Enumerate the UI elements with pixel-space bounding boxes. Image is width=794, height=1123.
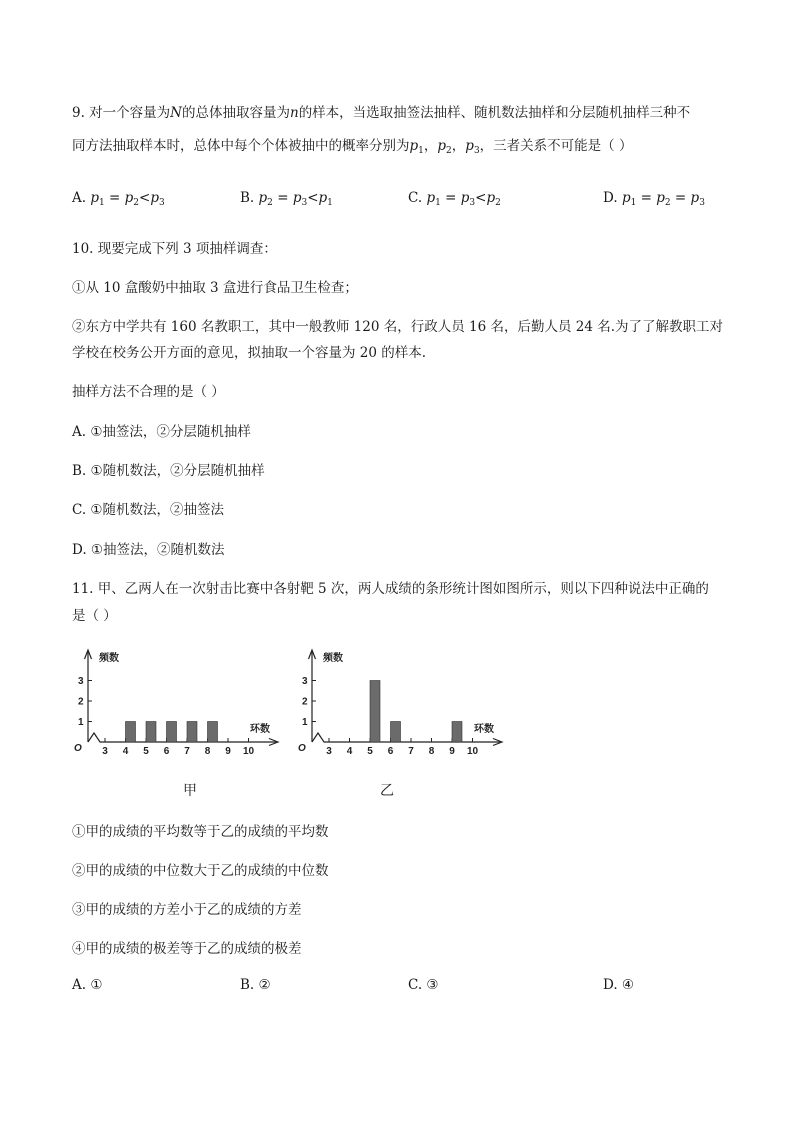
subscript: 1 bbox=[630, 198, 637, 208]
y-axis-label: 频数 bbox=[323, 653, 343, 664]
option-letter: A. bbox=[72, 190, 87, 206]
p3-subscript: 3 bbox=[473, 146, 480, 156]
q9-option-a[interactable] bbox=[72, 190, 165, 208]
y-tick-label: 2 bbox=[78, 696, 84, 708]
p-symbol: p bbox=[258, 190, 268, 206]
q9-suffix: 的样本，当选取抽签法抽样、随机数法抽样和分层随机抽样三种不 bbox=[298, 105, 691, 121]
y-tick-label: 1 bbox=[302, 717, 308, 728]
bar bbox=[452, 722, 462, 743]
q11-option-d[interactable]: D. ④ bbox=[603, 977, 635, 993]
p-symbol: p bbox=[292, 190, 302, 206]
bar bbox=[146, 722, 156, 743]
q9-option-d[interactable] bbox=[603, 190, 705, 208]
q10-option-a[interactable]: A. ①抽签法，②分层随机抽样 bbox=[72, 424, 251, 440]
q9-mid: 的总体抽取容量为 bbox=[181, 105, 290, 121]
q10-item-1: ①从 10 盒酸奶中抽取 3 盒进行食品卫生检查； bbox=[72, 280, 358, 296]
bar bbox=[370, 681, 380, 743]
x-tick-label: 5 bbox=[143, 746, 149, 757]
bar bbox=[167, 722, 177, 743]
x-axis bbox=[88, 733, 276, 742]
x-axis bbox=[312, 733, 500, 742]
p-symbol: p bbox=[656, 190, 665, 206]
q11-statement-1: ①甲的成绩的平均数等于乙的成绩的平均数 bbox=[72, 824, 329, 840]
chart-jia-svg bbox=[66, 640, 286, 760]
origin-label: O bbox=[298, 743, 306, 754]
q11-option-b[interactable]: B. ② bbox=[240, 977, 271, 993]
q9-line2-suffix: ，三者关系不可能是（ ） bbox=[479, 138, 633, 154]
operator: < bbox=[475, 190, 487, 206]
p1-subscript: 1 bbox=[418, 146, 424, 156]
p-symbol: p bbox=[124, 190, 134, 206]
subscript: 3 bbox=[159, 198, 165, 208]
bar bbox=[391, 722, 401, 743]
x-tick-label: 8 bbox=[204, 746, 211, 757]
var-N: N bbox=[170, 105, 182, 121]
operator: < bbox=[139, 190, 151, 206]
y-axis-label: 频数 bbox=[99, 653, 119, 664]
q10-item-2-line2: 学校在校务公开方面的意见，拟抽取一个容量为 20 的样本. bbox=[72, 345, 427, 361]
x-tick-label: 10 bbox=[466, 746, 479, 757]
x-tick-label: 3 bbox=[326, 746, 332, 757]
q9-stem-line1 bbox=[72, 101, 690, 121]
x-tick-label: 10 bbox=[242, 746, 255, 757]
y-tick-label: 2 bbox=[302, 696, 308, 708]
subscript: 2 bbox=[267, 198, 273, 208]
chart-yi bbox=[290, 640, 510, 764]
chart-yi-svg bbox=[290, 640, 510, 760]
q10-question: 抽样方法不合理的是（ ） bbox=[72, 384, 225, 400]
chart-jia bbox=[66, 640, 286, 764]
p2-subscript: 2 bbox=[446, 146, 452, 156]
p3-symbol: p bbox=[465, 138, 474, 154]
option-letter: B. bbox=[240, 190, 255, 206]
p-symbol: p bbox=[426, 190, 436, 206]
q11-statement-2: ②甲的成绩的中位数大于乙的成绩的中位数 bbox=[72, 863, 329, 879]
option-letter: D. bbox=[603, 190, 618, 206]
subscript: 3 bbox=[469, 198, 476, 208]
x-axis-label: 环数 bbox=[250, 724, 270, 735]
subscript: 1 bbox=[99, 198, 105, 208]
p-symbol: p bbox=[621, 190, 631, 206]
p-symbol: p bbox=[690, 190, 700, 206]
q11-stem-line2: 是（ ） bbox=[72, 608, 117, 624]
subscript: 3 bbox=[301, 198, 308, 208]
q9-prefix: 9. 对一个容量为 bbox=[72, 105, 171, 121]
operator: = bbox=[440, 190, 461, 206]
origin-label: O bbox=[74, 743, 82, 754]
y-tick-label: 3 bbox=[302, 676, 308, 687]
q9-line2-text: 同方法抽取样本时，总体中每个个体被抽中的概率分别为 bbox=[72, 138, 410, 154]
x-tick-label: 6 bbox=[163, 746, 170, 757]
q10-option-c[interactable]: C. ①随机数法，②抽签法 bbox=[72, 502, 225, 518]
bar bbox=[187, 722, 197, 743]
p2-symbol: p bbox=[437, 138, 447, 154]
y-tick-label: 3 bbox=[78, 676, 84, 687]
q11-statement-3: ③甲的成绩的方差小于乙的成绩的方差 bbox=[72, 902, 302, 918]
operator: = bbox=[670, 190, 691, 206]
q9-option-c[interactable] bbox=[408, 190, 501, 208]
x-tick-label: 8 bbox=[428, 746, 435, 757]
p-symbol: p bbox=[486, 190, 496, 206]
q9-stem-line2 bbox=[72, 134, 632, 156]
q11-statement-4: ④甲的成绩的极差等于乙的成绩的极差 bbox=[72, 941, 302, 957]
operator: < bbox=[307, 190, 319, 206]
sep1: ， bbox=[423, 138, 438, 154]
x-axis-label: 环数 bbox=[474, 724, 494, 735]
q10-option-d[interactable]: D. ①抽签法，②随机数法 bbox=[72, 542, 225, 558]
x-tick-label: 3 bbox=[102, 746, 108, 757]
x-tick-label: 9 bbox=[225, 746, 231, 757]
subscript: 3 bbox=[699, 198, 705, 208]
x-tick-label: 4 bbox=[346, 746, 353, 757]
q9-option-b[interactable] bbox=[240, 190, 333, 208]
y-tick-label: 1 bbox=[78, 717, 84, 728]
subscript: 1 bbox=[327, 198, 333, 208]
p-symbol: p bbox=[90, 190, 99, 206]
x-tick-label: 9 bbox=[449, 746, 455, 757]
q11-option-c[interactable]: C. ③ bbox=[408, 977, 439, 993]
chart-yi-caption: 乙 bbox=[380, 783, 394, 799]
p-symbol: p bbox=[460, 190, 470, 206]
operator: = bbox=[104, 190, 125, 206]
q10-stem: 10. 现要完成下列 3 项抽样调查： bbox=[72, 241, 277, 257]
x-tick-label: 6 bbox=[387, 746, 394, 757]
chart-jia-caption: 甲 bbox=[183, 783, 197, 799]
p-symbol: p bbox=[318, 190, 328, 206]
q10-item-2-line1: ②东方中学共有 160 名教职工，其中一般教师 120 名，行政人员 16 名，后勤人员 24 名.为了了解教职工对 bbox=[72, 319, 724, 335]
operator: = bbox=[636, 190, 657, 206]
q10-option-b[interactable]: B. ①随机数法，②分层随机抽样 bbox=[72, 463, 265, 479]
subscript: 1 bbox=[435, 198, 441, 208]
subscript: 2 bbox=[133, 198, 140, 208]
q11-option-a[interactable]: A. ① bbox=[72, 977, 103, 993]
x-tick-label: 7 bbox=[184, 746, 190, 757]
p1-symbol: p bbox=[409, 138, 419, 154]
sep2: ， bbox=[451, 138, 466, 154]
x-tick-label: 7 bbox=[408, 746, 414, 757]
var-n: n bbox=[289, 105, 299, 121]
x-tick-label: 5 bbox=[367, 746, 373, 757]
subscript: 2 bbox=[495, 198, 501, 208]
q11-stem-line1: 11. 甲、乙两人在一次射击比赛中各射靶 5 次，两人成绩的条形统计图如图所示，则以下四种说法中正确的 bbox=[72, 581, 709, 597]
p-symbol: p bbox=[150, 190, 159, 206]
bar bbox=[208, 722, 218, 743]
x-tick-label: 4 bbox=[122, 746, 129, 757]
option-letter: C. bbox=[408, 190, 423, 206]
bar bbox=[126, 722, 136, 743]
operator: = bbox=[272, 190, 293, 206]
subscript: 2 bbox=[664, 198, 671, 208]
